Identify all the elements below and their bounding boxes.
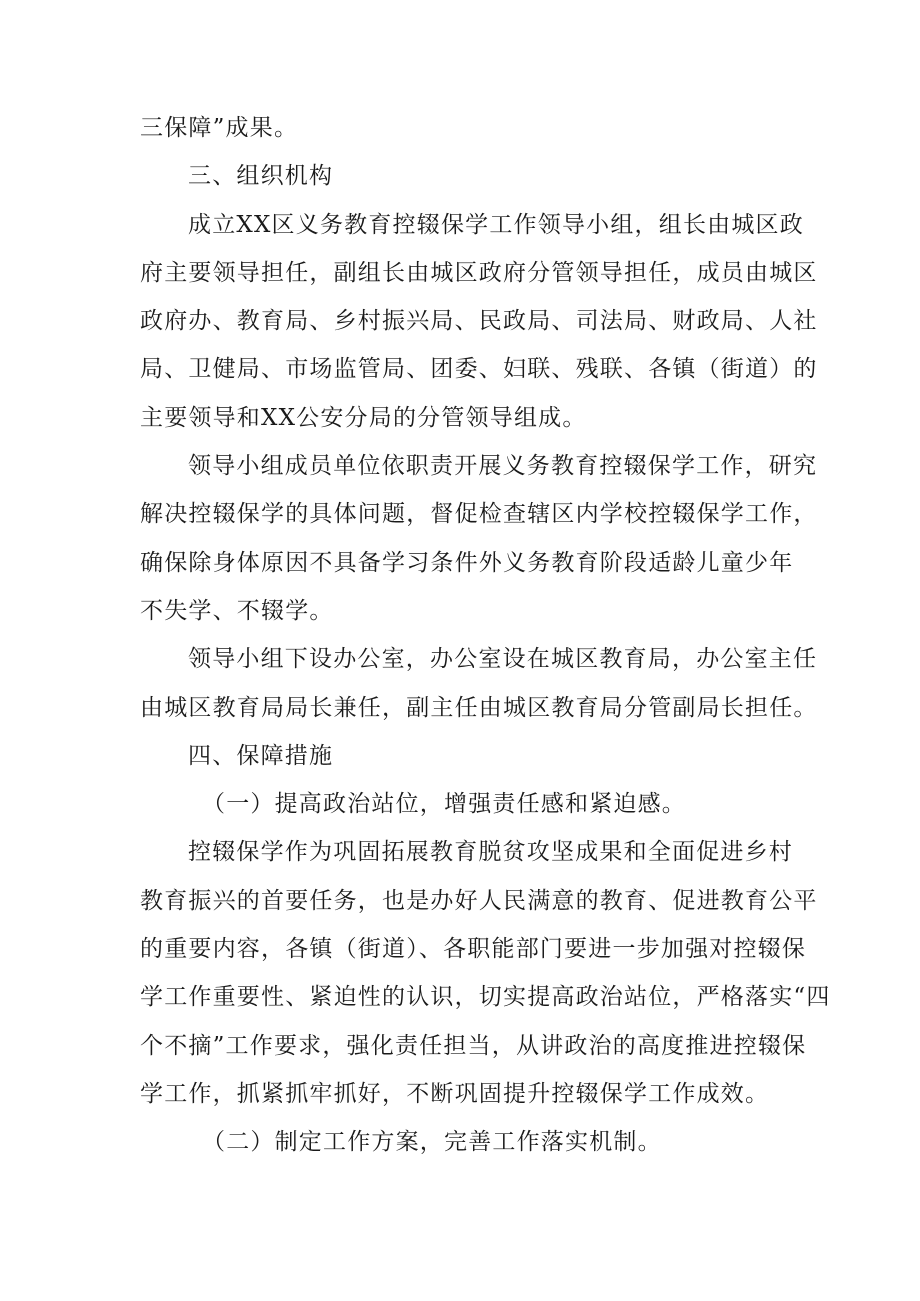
- section-heading: 四、保障措施: [188, 742, 334, 769]
- subsection-heading: （一）提高政治站位，增强责任感和紧迫感。: [202, 791, 686, 818]
- paragraph-line: 由城区教育局局长兼任，副主任由城区教育局分管副局长担任。: [140, 694, 818, 721]
- paragraph-line: 学工作重要性、紧迫性的认识，切实提高政治站位，严格落实“四: [140, 984, 831, 1011]
- paragraph-line: 不失学、不辍学。: [140, 597, 334, 624]
- paragraph-line: 领导小组成员单位依职责开展义务教育控辍保学工作，研究: [188, 453, 818, 480]
- paragraph-line: 控辍保学作为巩固拓展教育脱贫攻坚成果和全面促进乡村: [188, 839, 793, 866]
- section-heading: 三、组织机构: [188, 163, 334, 190]
- paragraph-line: 学工作，抓紧抓牢抓好，不断巩固提升控辍保学工作成效。: [140, 1080, 770, 1107]
- paragraph-line: 教育振兴的首要任务，也是办好人民满意的教育、促进教育公平: [140, 887, 818, 914]
- document-body: [140, 104, 831, 1167]
- paragraph-line: 府主要领导担任，副组长由城区政府分管领导担任，成员由城区: [140, 259, 818, 286]
- paragraph-line: 三保障”成果。: [140, 115, 299, 141]
- paragraph-line: 主要领导和XX公安分局的分管领导组成。: [140, 404, 587, 431]
- paragraph-line: 政府办、教育局、乡村振兴局、民政局、司法局、财政局、人社: [140, 308, 818, 335]
- paragraph-line: 个不摘”工作要求，强化责任担当，从讲政治的高度推进控辍保: [140, 1032, 807, 1059]
- paragraph-line: 成立XX区义务教育控辍保学工作领导小组，组长由城区政: [188, 211, 804, 238]
- paragraph-line: 领导小组下设办公室，办公室设在城区教育局，办公室主任: [188, 646, 818, 673]
- paragraph-line: 解决控辍保学的具体问题，督促检查辖区内学校控辍保学工作，: [140, 501, 818, 528]
- paragraph-line: 局、卫健局、市场监管局、团委、妇联、残联、各镇（街道）的: [140, 356, 818, 383]
- subsection-heading: （二）制定工作方案，完善工作落实机制。: [202, 1129, 662, 1156]
- paragraph-line: 的重要内容，各镇（街道）、各职能部门要进一步加强对控辍保: [140, 936, 807, 963]
- paragraph-line: 确保除身体原因不具备学习条件外义务教育阶段适龄儿童少年: [140, 549, 794, 576]
